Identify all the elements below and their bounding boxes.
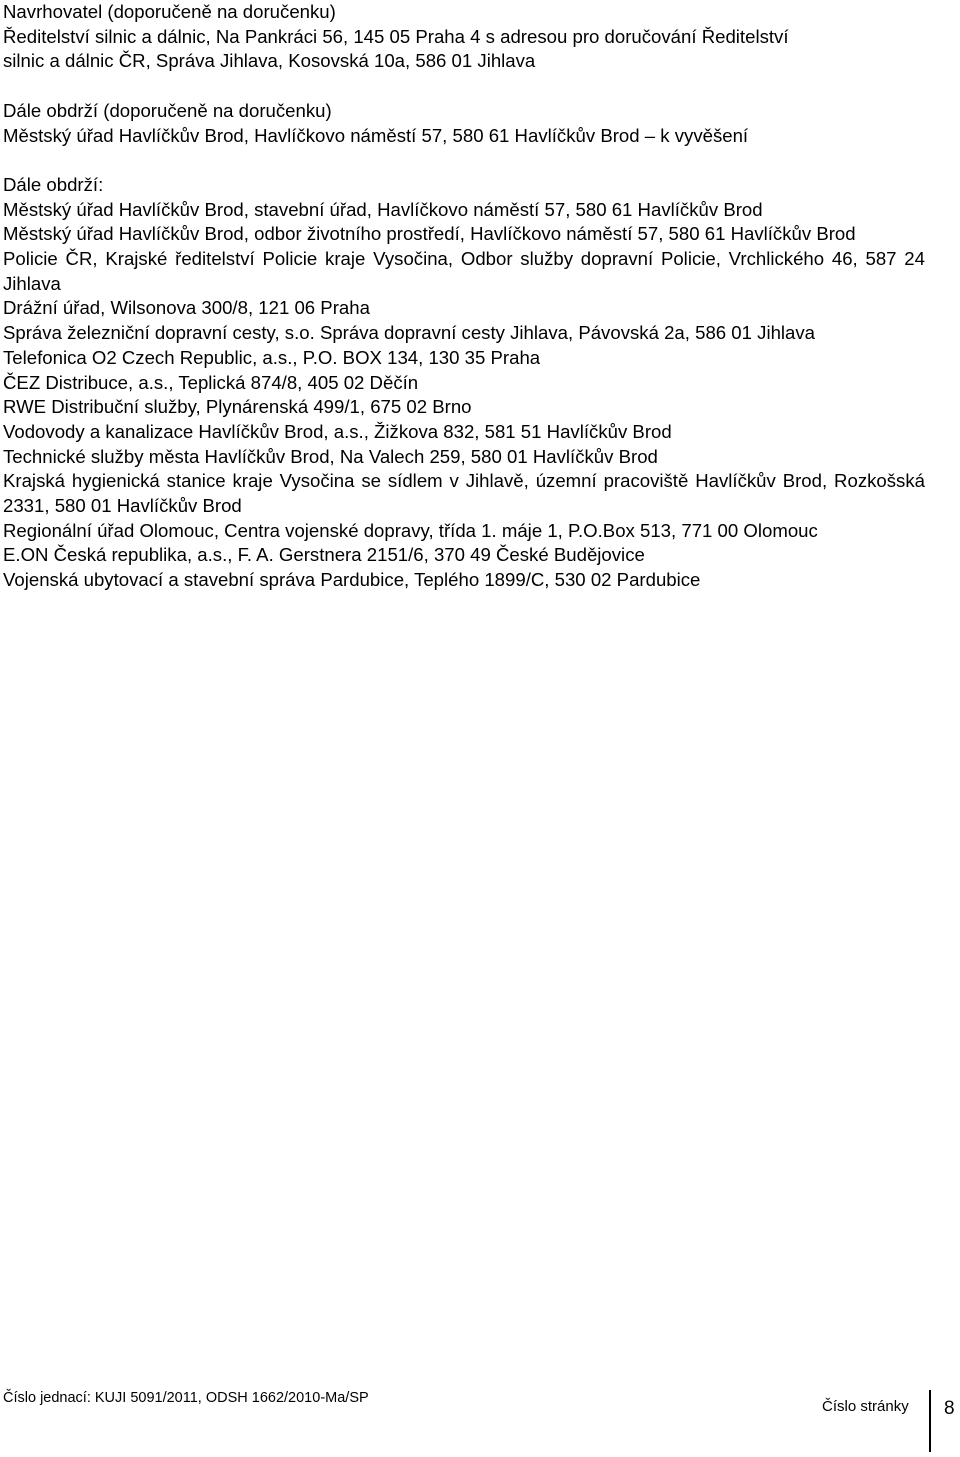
recipient-entry: Městský úřad Havlíčkův Brod, stavební úřad, Havlíčkovo náměstí 57, 580 61 Havlíčkův Brod	[3, 198, 763, 220]
recipient-entry: Krajská hygienická stanice kraje Vysočina se sídlem v Jihlavě, územní pracoviště Havlíčkův Brod, Rozkošská 2331, 580 01 Havlíčkův Brod	[3, 470, 925, 517]
recipient-entry: Správa železniční dopravní cesty, s.o. Správa dopravní cesty Jihlava, Pávovská 2a, 586 01 Jihlava	[3, 322, 816, 344]
recipient-entry: Vojenská ubytovací a stavební správa Pardubice, Teplého 1899/C, 530 02 Pardubice	[3, 569, 701, 591]
document-body	[3, 0, 925, 593]
registered-recipients-section	[3, 99, 925, 148]
recipient-entry: ČEZ Distribuce, a.s., Teplická 874/8, 405 02 Děčín	[3, 371, 419, 393]
recipient-entry: Drážní úřad, Wilsonova 300/8, 121 06 Praha	[3, 297, 370, 319]
recipient-entry: RWE Distribuční služby, Plynárenská 499/1, 675 02 Brno	[3, 396, 472, 418]
recipients-section	[3, 173, 925, 593]
recipient-entry: Technické služby města Havlíčkův Brod, Na Valech 259, 580 01 Havlíčkův Brod	[3, 445, 658, 467]
recipient-entry: Vodovody a kanalizace Havlíčkův Brod, a.s., Žižkova 832, 581 51 Havlíčkův Brod	[3, 420, 672, 442]
recipient-entry: Regionální úřad Olomouc, Centra vojenské dopravy, třída 1. máje 1, P.O.Box 513, 771 00 Olomouc	[3, 519, 818, 541]
recipients-heading: Dále obdrží:	[3, 173, 104, 195]
submitter-address-line-2: silnic a dálnic ČR, Správa Jihlava, Kosovská 10a, 586 01 Jihlava	[3, 50, 536, 72]
page-label: Číslo stránky	[822, 1398, 909, 1415]
recipient-entry: E.ON Česká republika, a.s., F. A. Gerstnera 2151/6, 370 49 České Budějovice	[3, 544, 645, 566]
submitter-address-line-1: Ředitelství silnic a dálnic, Na Pankráci 56, 145 05 Praha 4 s adresou pro doručování Ředitelství	[3, 25, 789, 47]
recipient-entry: Městský úřad Havlíčkův Brod, odbor životního prostředí, Havlíčkovo náměstí 57, 580 61 Havlíčkův Brod	[3, 223, 856, 245]
submitter-heading: Navrhovatel (doporučeně na doručenku)	[3, 1, 336, 22]
reference-number: Číslo jednací: KUJI 5091/2011, ODSH 1662/2010-Ma/SP	[3, 1390, 369, 1406]
registered-recipient-entry: Městský úřad Havlíčkův Brod, Havlíčkovo náměstí 57, 580 61 Havlíčkův Brod – k vyvěšení	[3, 124, 749, 146]
page-number-divider	[929, 1390, 931, 1452]
page-number: 8	[944, 1398, 955, 1419]
recipient-entry: Telefonica O2 Czech Republic, a.s., P.O. BOX 134, 130 35 Praha	[3, 346, 541, 368]
recipient-entry: Policie ČR, Krajské ředitelství Policie kraje Vysočina, Odbor služby dopravní Policie, Vrchlického 46, 587 24 Jihlava	[3, 248, 925, 294]
submitter-section	[3, 0, 925, 74]
registered-recipients-heading: Dále obdrží (doporučeně na doručenku)	[3, 99, 332, 121]
